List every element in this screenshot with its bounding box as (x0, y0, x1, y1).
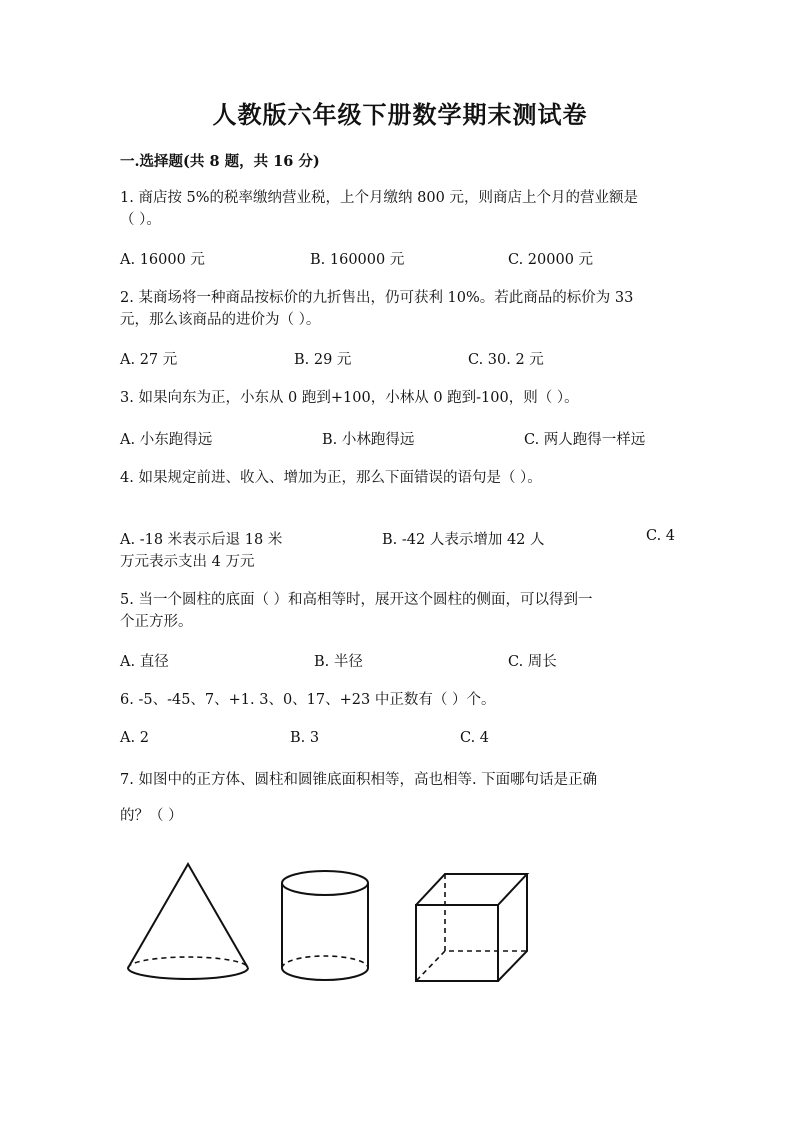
option-c-wrap: 万元表示支出 4 万元 (120, 554, 255, 570)
cone-base-front (128, 968, 248, 979)
solid-figures (120, 855, 540, 995)
question-7-line-1: 7. 如图中的正方体、圆柱和圆锥底面积相等，高也相等. 下面哪句话是正确 (120, 772, 598, 788)
question-4-line-1: 4. 如果规定前进、收入、增加为正，那么下面错误的语句是（ ）。 (120, 470, 542, 486)
question-2-options (120, 348, 680, 370)
question-4-options (120, 528, 680, 550)
question-5-line-1: 5. 当一个圆柱的底面（ ）和高相等时，展开这个圆柱的侧面，可以得到一 (120, 592, 593, 608)
cylinder-base-front (282, 968, 368, 980)
option-a: A. -18 米表示后退 18 米 (120, 532, 283, 548)
cube-figure (416, 874, 527, 981)
question-5-options (120, 650, 680, 672)
question-6 (120, 689, 680, 711)
cube-hidden-edges (445, 874, 527, 951)
option-c: C. 两人跑得一样远 (524, 432, 646, 448)
option-a: A. 27 元 (120, 352, 178, 368)
cube-front-face (416, 905, 498, 981)
question-2-line-1: 2. 某商场将一种商品按标价的九折售出，仍可获利 10%。若此商品的标价为 33 (120, 290, 634, 306)
cone-figure (128, 864, 248, 979)
cylinder-top (282, 871, 368, 895)
question-1 (120, 187, 680, 231)
question-7-line-2: 的？（ ） (120, 808, 183, 824)
option-b: B. -42 人表示增加 42 人 (382, 532, 545, 548)
option-c: C. 20000 元 (508, 252, 594, 268)
cone-sides (128, 864, 248, 968)
option-a: A. 16000 元 (120, 252, 205, 268)
option-c: C. 30. 2 元 (468, 352, 544, 368)
question-3 (120, 387, 680, 409)
section-heading: 一.选择题(共 8 题，共 16 分) (120, 153, 320, 170)
cylinder-figure (282, 871, 368, 980)
option-b: B. 29 元 (294, 352, 352, 368)
question-6-options (120, 730, 680, 752)
cone-base-back (128, 957, 248, 968)
question-5 (120, 589, 680, 633)
option-b: B. 小林跑得远 (322, 432, 415, 448)
question-5-line-2: 个正方形。 (120, 614, 193, 630)
question-2-line-2: 元，那么该商品的进价为（ ）。 (120, 312, 321, 328)
question-2 (120, 287, 680, 331)
question-4-option-c-continued (120, 550, 680, 572)
question-1-options (120, 248, 680, 270)
question-3-line-1: 3. 如果向东为正，小东从 0 跑到+100，小林从 0 跑到-100，则（ ）。 (120, 390, 579, 406)
question-1-line-1: 1. 商店按 5%的税率缴纳营业税，上个月缴纳 800 元，则商店上个月的营业额是 (120, 190, 638, 206)
question-3-options (120, 428, 680, 450)
option-b: B. 3 (290, 730, 320, 746)
option-a: A. 小东跑得远 (120, 432, 213, 448)
option-c: C. 4 (460, 730, 490, 746)
cylinder-base-back (282, 956, 368, 968)
option-a: A. 2 (120, 730, 149, 746)
option-c: C. 周长 (508, 654, 557, 670)
question-6-line-1: 6. -5、-45、7、+1. 3、0、17、+23 中正数有（ ）个。 (120, 692, 496, 708)
question-7 (120, 769, 680, 827)
option-b: B. 160000 元 (310, 252, 405, 268)
question-1-line-2: （ ）。 (120, 212, 161, 228)
option-b: B. 半径 (314, 654, 363, 670)
page-title: 人教版六年级下册数学期末测试卷 (212, 100, 588, 129)
question-4 (120, 467, 680, 489)
cube-hidden-edge-diagonal (416, 951, 445, 981)
option-a: A. 直径 (120, 654, 169, 670)
option-c: C. 4 (646, 528, 676, 544)
cube-top-face (416, 874, 527, 905)
